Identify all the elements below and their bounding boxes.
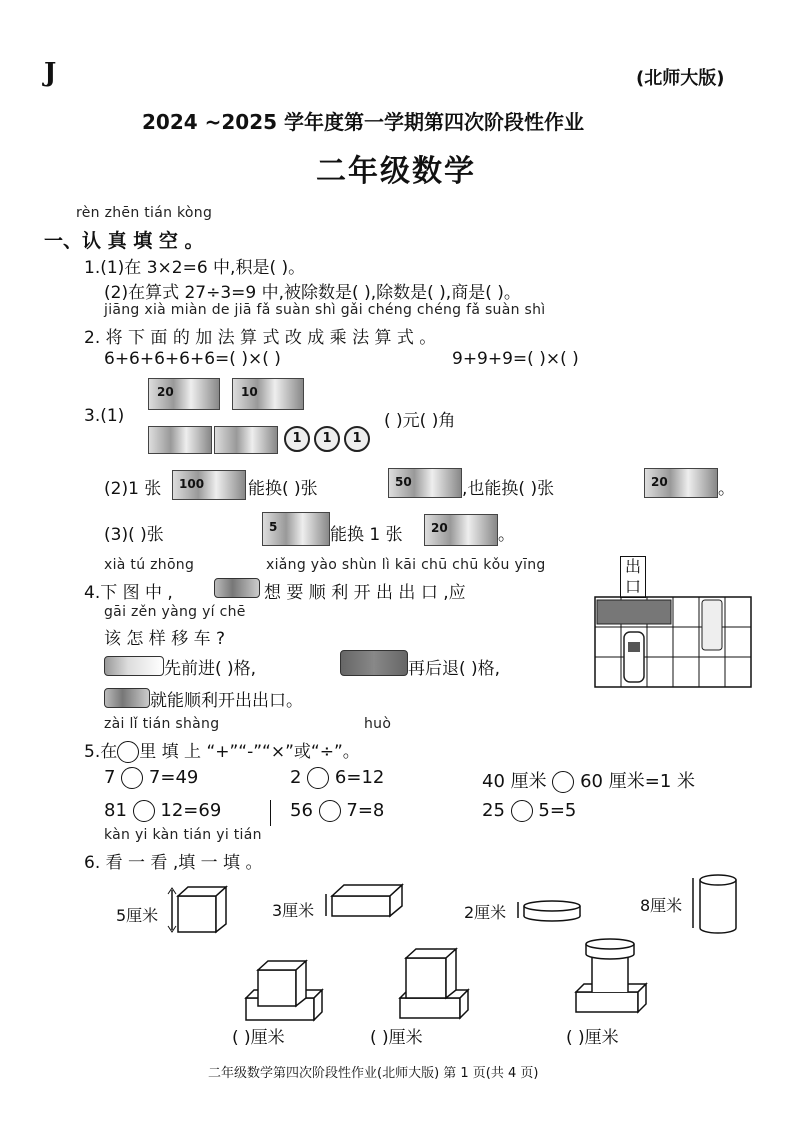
q6-pinyin: kàn yi kàn tián yi tián <box>104 827 262 843</box>
q5-operand: 25 <box>482 800 505 821</box>
q6-answer-3: ( )厘米 <box>566 1028 619 1048</box>
exam-title: 2024 ~2025 学年度第一学期第四次阶段性作业 <box>142 110 585 134</box>
q3-part3-a: (3)( )张 <box>104 525 164 545</box>
q5-text-b: 里 填 上 “+”“-”“×”或“÷”。 <box>139 742 360 762</box>
banknote-20-image <box>644 468 718 498</box>
stacked-cube-on-boxes <box>396 946 476 1026</box>
truck-block <box>597 600 671 624</box>
banknote-value: 50 <box>395 475 412 489</box>
q5-eq <box>482 800 576 822</box>
banknote-value: 10 <box>241 385 258 399</box>
q1-part2: (2)在算式 27÷3=9 中,被除数是( ),除数是( ),商是( )。 <box>104 283 521 303</box>
measure-label: 8厘米 <box>640 896 683 915</box>
banknote-small-image <box>214 426 278 454</box>
q6-answer-2: ( )厘米 <box>370 1028 423 1048</box>
q4-line1b: 想 要 顺 利 开 出 出 口 ,应 <box>264 583 466 603</box>
blank-circle[interactable] <box>133 800 155 822</box>
banknote-10-image <box>232 378 304 410</box>
q2-eq2: 9+9+9=( )×( ) <box>452 349 579 369</box>
q5-eq <box>104 800 221 822</box>
coin-1-yuan: 1 <box>344 426 370 452</box>
banknote-value: 5 <box>269 520 278 534</box>
q5-text <box>84 737 360 763</box>
exit-char-bottom: 口 <box>624 577 641 596</box>
exit-char-top: 出 <box>624 557 641 576</box>
q3-part2-d: 。 <box>718 479 735 499</box>
q4-pinyin2: gāi zěn yàng yí chē <box>104 604 246 620</box>
blank-circle[interactable] <box>307 767 329 789</box>
banknote-value: 20 <box>431 521 448 535</box>
q2-eq1: 6+6+6+6+6=( )×( ) <box>104 349 281 369</box>
q5-eq <box>482 767 695 793</box>
banknote-value: 100 <box>179 477 205 491</box>
blank-circle[interactable] <box>121 767 143 789</box>
q5-result: 7=8 <box>346 800 385 821</box>
q5-result: 7=49 <box>148 767 199 788</box>
q5-result: 6=12 <box>334 767 385 788</box>
coin-1-yuan: 1 <box>284 426 310 452</box>
disc-shape <box>514 898 586 924</box>
banknote-20-image <box>424 514 498 546</box>
q1-part1: 1.(1)在 3×2=6 中,积是( )。 <box>84 258 306 278</box>
exit-label <box>620 556 646 598</box>
car-block <box>624 632 644 682</box>
section1-title: 一、认 真 填 空 。 <box>44 230 204 252</box>
q2-pinyin: jiāng xià miàn de jiā fǎ suàn shì gǎi chéng chéng fǎ suàn shì <box>104 302 546 318</box>
q3-part3-b: 能换 1 张 <box>330 525 403 545</box>
q5-text-a: 5.在 <box>84 742 118 762</box>
q5-operand: 81 <box>104 800 127 821</box>
box-shape <box>322 882 412 922</box>
q5-pinyin: zài lǐ tián shàng <box>104 716 220 732</box>
banknote-20-image <box>148 378 220 410</box>
section1-pinyin: rèn zhēn tián kòng <box>76 205 213 221</box>
measure-label: 5厘米 <box>116 906 159 925</box>
stacked-cylinder-on-box <box>570 936 654 1020</box>
banknote-value: 20 <box>651 475 668 489</box>
coin-1-yuan: 1 <box>314 426 340 452</box>
q5-operand: 7 <box>104 767 116 788</box>
truck-icon <box>340 650 408 676</box>
q4-line4: 就能顺利开出出口。 <box>150 691 303 711</box>
q5-operand: 40 厘米 <box>482 771 547 792</box>
q5-pinyin-huo: huò <box>364 716 392 732</box>
car-icon <box>104 656 164 676</box>
q4-line3a: 先前进( )格, <box>164 659 257 679</box>
blank-circle[interactable] <box>511 800 533 822</box>
q5-eq <box>290 800 384 822</box>
q3-part2-a: (2)1 张 <box>104 479 162 499</box>
banknote-50-image <box>388 468 462 498</box>
banknote-5-image <box>262 512 330 546</box>
q3-part3-c: 。 <box>498 525 515 545</box>
q3-part2-b: 能换( )张 <box>248 479 318 499</box>
q5-eq <box>290 767 384 789</box>
q5-operand: 2 <box>290 767 302 788</box>
page-footer: 二年级数学第四次阶段性作业(北师大版) 第 1 页(共 4 页) <box>208 1066 539 1081</box>
q5-result: 5=5 <box>538 800 577 821</box>
blank-circle[interactable] <box>117 741 139 763</box>
corner-letter: J <box>44 58 57 88</box>
blank-circle[interactable] <box>552 771 574 793</box>
banknote-value: 20 <box>157 385 174 399</box>
q4-pinyin1: xià tú zhōng <box>104 557 195 573</box>
q4-pinyin1b: xiǎng yào shùn lì kāi chū chū kǒu yīng <box>266 557 546 573</box>
cube-shape <box>166 884 236 934</box>
car-icon <box>214 578 260 598</box>
grid-lines <box>594 596 754 690</box>
q3-part2-c: ,也能换( )张 <box>462 479 555 499</box>
q5-result: 60 厘米=1 米 <box>580 771 695 792</box>
edition-label: (北师大版) <box>636 68 725 89</box>
q5-result: 12=69 <box>160 800 222 821</box>
divider-mark <box>270 800 271 826</box>
stacked-cube-on-box <box>240 958 330 1028</box>
q4-line3b: 再后退( )格, <box>408 659 501 679</box>
subject-title: 二年级数学 <box>316 154 476 189</box>
q2-text: 2. 将 下 面 的 加 法 算 式 改 成 乘 法 算 式 。 <box>84 328 437 348</box>
q4-line1a: 4.下 图 中 , <box>84 583 173 603</box>
q3-label: 3.(1) <box>84 406 125 426</box>
measure-label: 3厘米 <box>272 901 315 920</box>
q5-eq <box>104 767 198 789</box>
cylinder-shape <box>688 872 744 936</box>
banknote-100-image <box>172 470 246 500</box>
q6-answer-1: ( )厘米 <box>232 1028 285 1048</box>
blank-circle[interactable] <box>319 800 341 822</box>
q4-line2: 该 怎 样 移 车 ? <box>104 629 226 649</box>
q6-text: 6. 看 一 看 ,填 一 填 。 <box>84 853 263 873</box>
q3-answer1: ( )元( )角 <box>384 411 456 431</box>
measure-label: 2厘米 <box>464 903 507 922</box>
truck-block-vertical <box>702 600 722 650</box>
car-icon <box>104 688 150 708</box>
banknote-small-image <box>148 426 212 454</box>
q5-operand: 56 <box>290 800 313 821</box>
